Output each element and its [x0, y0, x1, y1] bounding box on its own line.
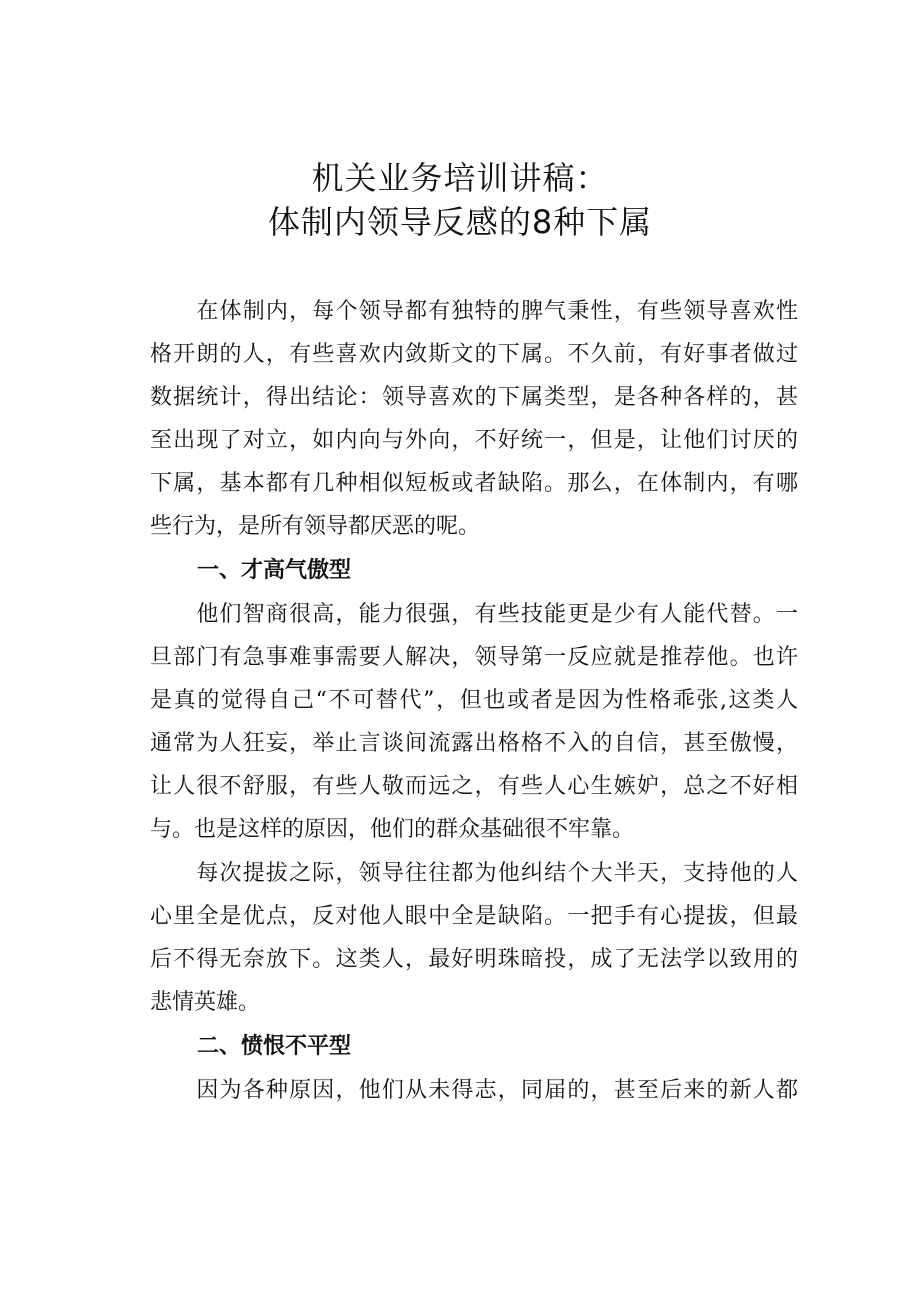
- body-line: 他们智商很高，能力很强，有些技能更是少有人能代替。一: [150, 602, 798, 627]
- document-title-line-1: 机关业务培训讲稿：: [311, 159, 609, 197]
- body-line: 每次提拔之际，领导往往都为他纠结个大半天，支持他的人: [150, 861, 798, 886]
- body-line: 因为各种原因，他们从未得志，同届的，甚至后来的新人都: [150, 1078, 798, 1103]
- intro-line: 数据统计，得出结论：领导喜欢的下属类型，是各种各样的，甚: [150, 385, 798, 410]
- document-title-line-2: 体制内领导反感的8种下属: [267, 203, 653, 241]
- body-line: 让人很不舒服，有些人敬而远之，有些人心生嫉妒，总之不好相: [150, 774, 798, 799]
- intro-line: 些行为，是所有领导都厌恶的呢。: [150, 514, 481, 539]
- intro-line: 在体制内，每个领导都有独特的脾气秉性，有些领导喜欢性: [150, 299, 798, 324]
- body-line: 后不得无奈放下。这类人，最好明珠暗投，成了无法学以致用的: [150, 947, 798, 972]
- intro-line: 格开朗的人，有些喜欢内敛斯文的下属。不久前，有好事者做过: [150, 342, 798, 367]
- body-line: 是真的觉得自己“不可替代”，但也或者是因为性格乖张,这类人: [150, 688, 798, 713]
- section-heading: 二、愤恨不平型: [197, 1034, 352, 1059]
- intro-line: 至出现了对立，如内向与外向，不好统一，但是，让他们讨厌的: [150, 428, 798, 453]
- intro-line: 下属，基本都有几种相似短板或者缺陷。那么，在体制内，有哪: [150, 471, 798, 496]
- section-heading: 一、才高气傲型: [197, 558, 352, 583]
- body-line: 悲情英雄。: [150, 990, 261, 1015]
- body-line: 心里全是优点，反对他人眼中全是缺陷。一把手有心提拔，但最: [150, 904, 798, 929]
- body-line: 通常为人狂妄，举止言谈间流露出格格不入的自信，甚至傲慢，: [150, 731, 798, 756]
- body-line: 与。也是这样的原因，他们的群众基础很不牢靠。: [150, 817, 635, 842]
- body-line: 旦部门有急事难事需要人解决，领导第一反应就是推荐他。也许: [150, 645, 798, 670]
